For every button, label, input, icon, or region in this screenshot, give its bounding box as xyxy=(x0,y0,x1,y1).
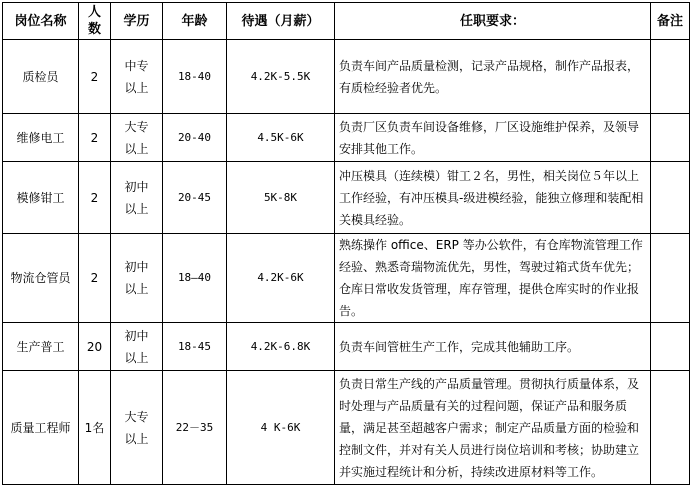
cell-salary: 4.2K-6.8K xyxy=(227,323,335,371)
table-row xyxy=(3,40,690,114)
cell-position: 模修钳工 xyxy=(3,162,79,234)
cell-age: 18-45 xyxy=(163,323,227,371)
table-row xyxy=(3,162,690,234)
job-table-container xyxy=(2,2,689,479)
cell-requirements: 负责车间管桩生产工作，完成其他辅助工序。 xyxy=(335,323,651,371)
cell-education: 初中以上 xyxy=(111,323,163,371)
cell-count: 2 xyxy=(79,40,111,114)
header-count-text: 人数 xyxy=(87,5,101,37)
cell-salary: 4 K-6K xyxy=(227,371,335,485)
header-salary: 待遇（月薪） xyxy=(227,3,335,40)
cell-position: 质量工程师 xyxy=(3,371,79,485)
cell-requirements: 负责厂区负责车间设备维修，厂区设施维护保养，及领导安排其他工作。 xyxy=(335,114,651,162)
cell-salary: 4.2K-6K xyxy=(227,234,335,323)
cell-salary: 4.5K-6K xyxy=(227,114,335,162)
cell-remarks xyxy=(651,162,690,234)
cell-position: 质检员 xyxy=(3,40,79,114)
cell-remarks xyxy=(651,234,690,323)
cell-count: 20 xyxy=(79,323,111,371)
cell-position: 生产普工 xyxy=(3,323,79,371)
header-count xyxy=(79,3,111,40)
cell-salary: 4.2K-5.5K xyxy=(227,40,335,114)
cell-education: 大专以上 xyxy=(111,114,163,162)
header-row xyxy=(3,3,690,40)
cell-requirements: 冲压模具（连续模）钳工２名，男性，相关岗位５年以上工作经验，有冲压模具-级进模经验，能独立修理和装配相关模具经验。 xyxy=(335,162,651,234)
cell-education: 大专以上 xyxy=(111,371,163,485)
header-requirements: 任职要求： xyxy=(335,3,651,40)
cell-salary: 5K-8K xyxy=(227,162,335,234)
cell-remarks xyxy=(651,371,690,485)
cell-requirements: 熟练操作 office、ERP 等办公软件，有仓库物流管理工作经验、熟悉奇瑞物流优先，男性，驾驶过箱式货车优先；仓库日常收发货管理，库存管理，提供仓库实时的作业报告。 xyxy=(335,234,651,323)
cell-position: 维修电工 xyxy=(3,114,79,162)
cell-count: 2 xyxy=(79,114,111,162)
cell-requirements: 负责车间产品质量检测，记录产品规格，制作产品报表，有质检经验者优先。 xyxy=(335,40,651,114)
cell-age: 18-40 xyxy=(163,40,227,114)
cell-education: 初中以上 xyxy=(111,234,163,323)
cell-age: 18—40 xyxy=(163,234,227,323)
cell-position: 物流仓管员 xyxy=(3,234,79,323)
header-remarks: 备注 xyxy=(651,3,690,40)
cell-count: 2 xyxy=(79,162,111,234)
table-row xyxy=(3,371,690,485)
cell-count: 1名 xyxy=(79,371,111,485)
cell-age: 20-45 xyxy=(163,162,227,234)
cell-requirements: 负责日常生产线的产品质量管理。贯彻执行质量体系，及时处理与产品质量有关的过程问题，保证产品和服务质量，满足甚至超越客户需求；制定产品质量方面的检验和控制文件，并对有关人员进行岗位培训和考核；协助建立并实施过程统计和分析，持续改进原材料等工作。 xyxy=(335,371,651,485)
cell-count: 2 xyxy=(79,234,111,323)
header-age: 年龄 xyxy=(163,3,227,40)
table-row xyxy=(3,234,690,323)
cell-remarks xyxy=(651,114,690,162)
cell-age: 20-40 xyxy=(163,114,227,162)
cell-education: 中专以上 xyxy=(111,40,163,114)
cell-age: 22－35 xyxy=(163,371,227,485)
table-row xyxy=(3,114,690,162)
header-position: 岗位名称 xyxy=(3,3,79,40)
job-table xyxy=(2,2,690,485)
table-row xyxy=(3,323,690,371)
header-education: 学历 xyxy=(111,3,163,40)
cell-remarks xyxy=(651,323,690,371)
cell-remarks xyxy=(651,40,690,114)
cell-education: 初中以上 xyxy=(111,162,163,234)
